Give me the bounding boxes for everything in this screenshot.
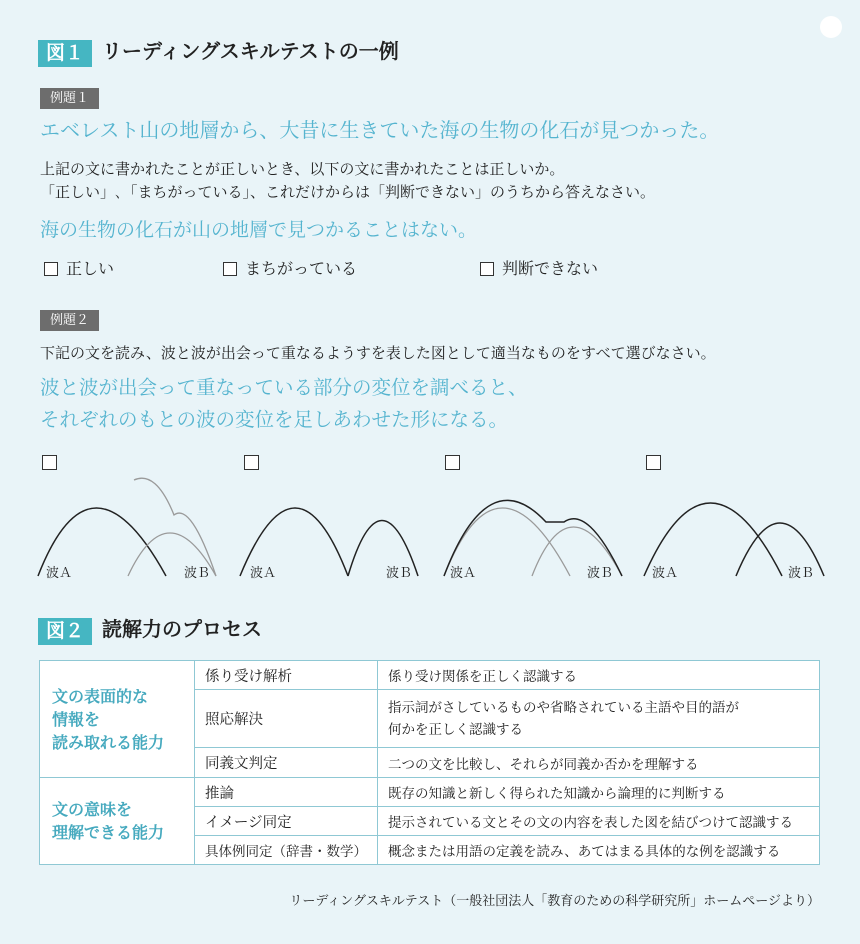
choice-wrong[interactable] <box>223 259 357 279</box>
skill-cell: 推論 <box>195 778 378 807</box>
figure-2-title: 読解力のプロセス <box>102 617 262 641</box>
example-2-statement-line2: それぞれのもとの波の変位を足しあわせた形になる。 <box>40 408 509 431</box>
wave-a-label: 波Ａ <box>652 566 679 581</box>
corner-dot <box>820 16 842 38</box>
description-cell: 提示されている文とその文の内容を表した図を結びつけて認識する <box>378 807 820 836</box>
wave-option-2-checkbox[interactable] <box>244 455 259 470</box>
choice-correct-label: 正しい <box>66 259 115 278</box>
reading-process-table <box>39 660 820 865</box>
wave-option-1-checkbox[interactable] <box>42 455 57 470</box>
wave-a-label: 波Ａ <box>46 566 73 581</box>
skill-cell: 同義文判定 <box>195 748 378 778</box>
example-1-label: 例題１ <box>40 88 99 109</box>
wave-b-label: 波Ｂ <box>386 566 413 581</box>
wave-b-label: 波Ｂ <box>788 566 815 581</box>
choice-undeterminable-label: 判断できない <box>502 259 599 278</box>
example-1-question-line1: 上記の文に書かれたことが正しいとき、以下の文に書かれたことは正しいか。 <box>40 160 565 178</box>
wave-b-label: 波Ｂ <box>587 566 614 581</box>
description-cell: 既存の知識と新しく得られた知識から論理的に判断する <box>378 778 820 807</box>
example-2-statement-line1: 波と波が出会って重なっている部分の変位を調べると、 <box>40 376 528 399</box>
description-line1: 指示詞がさしているものや省略されている主語や目的語が <box>388 699 739 716</box>
example-1-statement: エベレスト山の地層から、大昔に生きていた海の生物の化石が見つかった。 <box>40 118 720 142</box>
group-meaning-line2: 理解できる能力 <box>52 823 165 842</box>
checkbox-icon[interactable] <box>223 262 237 276</box>
table-row <box>40 661 820 690</box>
figure-2-label: 図２ <box>38 618 92 645</box>
wave-a-label: 波Ａ <box>250 566 277 581</box>
description-cell: 概念または用語の定義を読み、あてはまる具体的な例を認識する <box>378 836 820 865</box>
figure-1-title: リーディングスキルテストの一例 <box>102 39 399 63</box>
choice-undeterminable[interactable] <box>480 259 598 279</box>
wave-b-label: 波Ｂ <box>184 566 211 581</box>
group-surface-info <box>40 661 195 778</box>
group-surface-line3: 読み取れる能力 <box>52 732 165 752</box>
description-line2: 何かを正しく認識する <box>388 721 523 738</box>
wave-a-label: 波Ａ <box>450 566 477 581</box>
description-cell <box>378 690 820 748</box>
choice-wrong-label: まちがっている <box>245 259 358 278</box>
wave-option-4-checkbox[interactable] <box>646 455 661 470</box>
checkbox-icon[interactable] <box>480 262 494 276</box>
wave-option-3-checkbox[interactable] <box>445 455 460 470</box>
description-cell: 係り受け関係を正しく認識する <box>378 661 820 690</box>
table-row <box>40 778 820 807</box>
checkbox-icon[interactable] <box>44 262 58 276</box>
example-1-target-sentence: 海の生物の化石が山の地層で見つかることはない。 <box>40 219 478 241</box>
group-meaning-line1: 文の意味を <box>52 800 133 819</box>
description-cell: 二つの文を比較し、それらが同義か否かを理解する <box>378 748 820 778</box>
skill-cell: 具体例同定（辞書・数学） <box>195 836 378 865</box>
group-meaning <box>40 778 195 865</box>
skill-cell: 係り受け解析 <box>195 661 378 690</box>
skill-cell: イメージ同定 <box>195 807 378 836</box>
example-2-question: 下記の文を読み、波と波が出会って重なるようすを表した図として適当なものをすべて選びなさい。 <box>40 344 716 362</box>
source-credit: リーディングスキルテスト（一般社団法人「教育のための科学研究所」ホームページより） <box>289 894 820 909</box>
skill-cell: 照応解決 <box>195 690 378 748</box>
example-1-question-line2: 「正しい」､「まちがっている」、これだけからは「判断できない」のうちから答えなさい。 <box>40 183 656 201</box>
choice-correct[interactable] <box>44 259 114 279</box>
figure-1-label: 図１ <box>38 40 92 67</box>
example-2-label: 例題２ <box>40 310 99 331</box>
group-surface-line1: 文の表面的な <box>52 686 149 706</box>
group-surface-line2: 情報を <box>52 709 101 729</box>
